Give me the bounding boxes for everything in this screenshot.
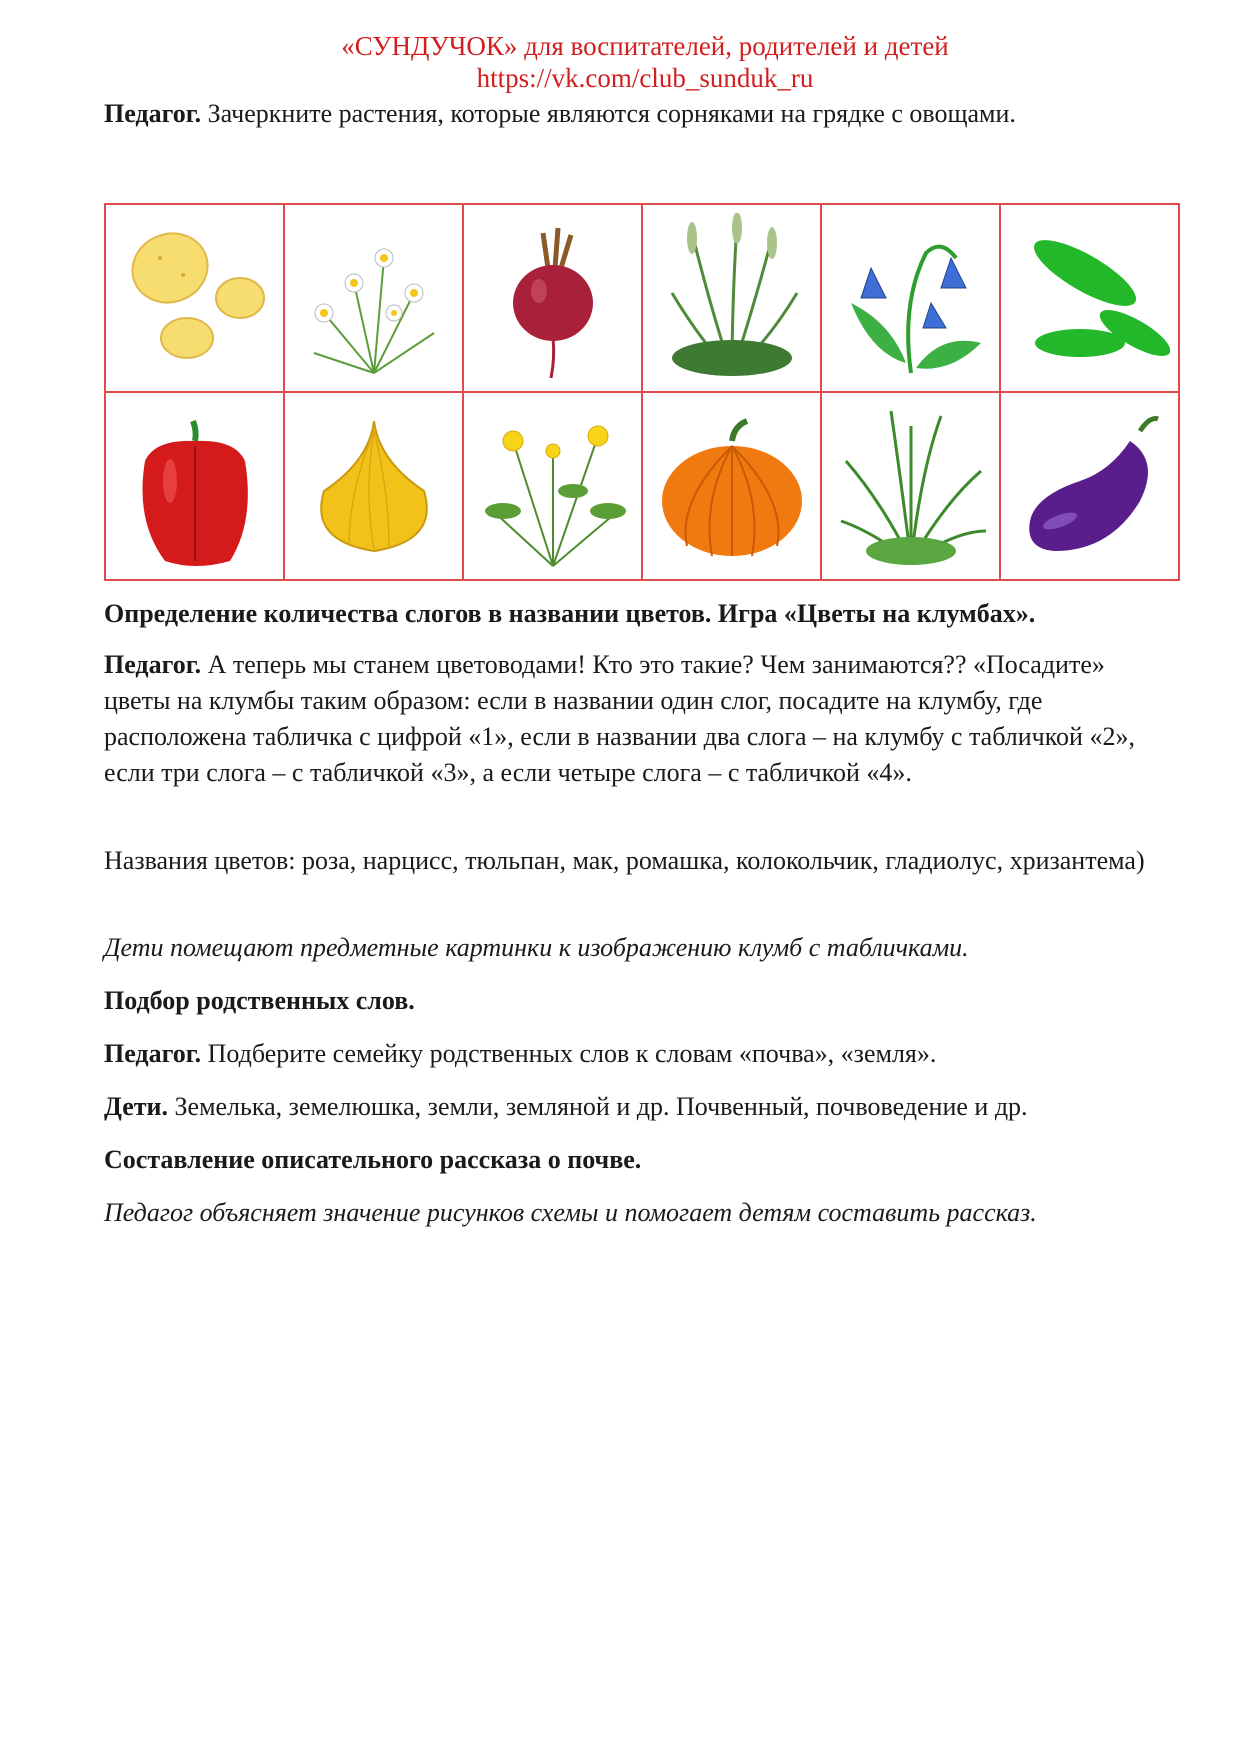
section1-paragraph: [104, 647, 1176, 791]
intro-paragraph: [104, 96, 1176, 132]
section1-speaker: Педагог.: [104, 650, 202, 679]
section3-note-text: Педагог объясняет значение рисунков схемы и помогает детям составить рассказ.: [104, 1198, 1037, 1227]
cell-chamomile[interactable]: [284, 204, 463, 392]
cell-pepper[interactable]: [105, 392, 284, 580]
section1-note-text: Дети помещают предметные картинки к изображению клумб с табличками.: [104, 933, 969, 962]
section2-heading: [104, 983, 1176, 1019]
section3-note: [104, 1195, 1176, 1231]
section2-text: Подберите семейку родственных слов к словам «почва», «земля».: [201, 1039, 937, 1068]
flowers-text: Названия цветов: роза, нарцисс, тюльпан, мак, ромашка, колокольчик, гладиолус, хризантема): [104, 846, 1145, 875]
section1-heading-text: Определение количества слогов в названии цветов. Игра «Цветы на клумбах».: [104, 599, 1036, 628]
section2-paragraph: [104, 1036, 1176, 1072]
cell-grass[interactable]: [642, 204, 821, 392]
section1-note: [104, 930, 1176, 966]
cell-potato[interactable]: [105, 204, 284, 392]
chamomile-icon: [294, 213, 454, 383]
intro-speaker: Педагог.: [104, 99, 202, 128]
intro-text: Зачеркните растения, которые являются сорняками на грядке с овощами.: [201, 99, 1016, 128]
header-title: «СУНДУЧОК» для воспитателей, родителей и детей: [341, 31, 949, 61]
cell-weed-grass[interactable]: [821, 392, 1000, 580]
cell-pumpkin[interactable]: [642, 392, 821, 580]
cell-beet[interactable]: [463, 204, 642, 392]
plant-grid: [104, 203, 1180, 581]
section2-heading-text: Подбор родственных слов.: [104, 986, 415, 1015]
weed-grass-icon: [831, 401, 991, 571]
flowers-paragraph: [104, 843, 1176, 879]
cell-eggplant[interactable]: [1000, 392, 1179, 580]
section2-speaker: Педагог.: [104, 1039, 202, 1068]
cell-bluebell[interactable]: [821, 204, 1000, 392]
section3-heading: [104, 1142, 1176, 1178]
section3-heading-text: Составление описательного рассказа о почве.: [104, 1145, 642, 1174]
pepper-icon: [115, 401, 275, 571]
section1-heading: [104, 596, 1176, 632]
bluebell-icon: [831, 213, 991, 383]
children-speaker: Дети.: [104, 1092, 168, 1121]
section1-text: А теперь мы станем цветоводами! Кто это такие? Чем занимаются?? «Посадите» цветы на клумбы таким образом: если в названии один слог, посадите на клумбу, где расположена табличка с цифрой «1», если в названии два слога – на клумбу с табличкой «2», если три слога – с табличкой «3», а если четыре слога – с табличкой «4».: [104, 650, 1135, 787]
onion-icon: [294, 401, 454, 571]
beet-icon: [473, 213, 633, 383]
buttercup-icon: [473, 401, 633, 571]
grass-icon: [652, 213, 812, 383]
cell-cucumber[interactable]: [1000, 204, 1179, 392]
children-text: Земелька, земелюшка, земли, земляной и др. Почвенный, почвоведение и др.: [168, 1092, 1028, 1121]
potato-icon: [115, 213, 275, 383]
page-header: [0, 30, 1240, 94]
children-paragraph: [104, 1089, 1176, 1125]
eggplant-icon: [1010, 401, 1170, 571]
cucumber-icon: [1010, 213, 1170, 383]
pumpkin-icon: [652, 401, 812, 571]
cell-onion[interactable]: [284, 392, 463, 580]
header-url[interactable]: https://vk.com/club_sunduk_ru: [476, 63, 814, 93]
cell-buttercup[interactable]: [463, 392, 642, 580]
